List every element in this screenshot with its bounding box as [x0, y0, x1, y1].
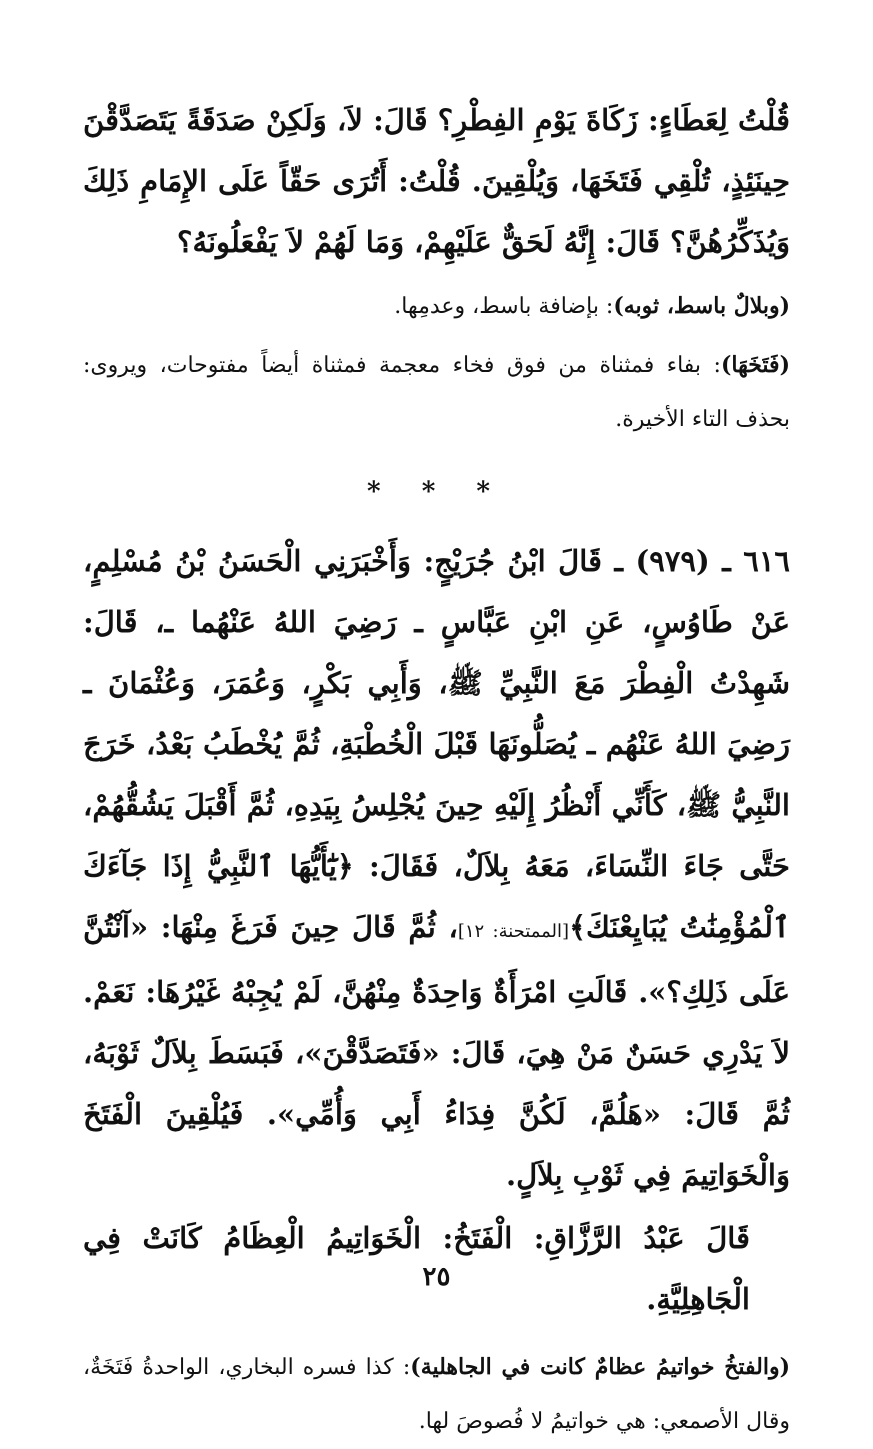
note-heading: (فَتَخَهَا)	[720, 352, 790, 378]
narrator-quote-text: قَالَ عَبْدُ الرَّزَّاقِ: الْفَتَخُ: الْخَوَاتِيمُ الْعِظَامُ كَانَتْ فِي الْجَاهِلِيَّةِ.	[83, 1221, 750, 1316]
commentary-note	[83, 338, 790, 447]
hadith-text-part1: ٦١٦ ـ (٩٧٩) ـ قَالَ ابْنُ جُرَيْجٍ: وَأَخْبَرَنِي الْحَسَنُ بْنُ مُسْلِمٍ، عَنْ طَاوُسٍ، عَنِ ابْنِ عَبَّاسٍ ـ رَضِيَ اللهُ عَنْهُما ـ، قَالَ: شَهِدْتُ الْفِطْرَ مَعَ النَّبِيِّ ﷺ، وَأَبِي بَكْرٍ، وَعُمَرَ، وَعُثْمَانَ ـ رَضِيَ اللهُ عَنْهُم ـ يُصَلُّونَهَا قَبْلَ الْخُطْبَةِ، ثُمَّ يُخْطَبُ بَعْدُ، خَرَجَ النَّبِيُّ ﷺ، كَأَنِّي أَنْظُرُ إِلَيْهِ حِينَ يُجْلِسُ بِيَدِهِ، ثُمَّ أَقْبَلَ يَشُقُّهُمْ، حَتَّى جَاءَ النِّسَاءَ، مَعَهُ بِلاَلٌ، فَقَالَ: ﴿يَٰٓأَيُّهَا ٱلنَّبِيُّ إِذَا جَآءَكَ ٱلْمُؤْمِنَٰتُ يُبَايِعْنَكَ﴾	[83, 544, 790, 944]
hadith-text	[83, 531, 790, 1206]
note-body: : كذا فسره البخاري، الواحدةُ فَتَخَةٌ، وقال الأصمعي: هي خواتيمُ لا فُصوصَ لها.	[83, 1355, 790, 1434]
note-body: : بإضافة باسط، وعدمِها.	[394, 294, 614, 319]
commentary-note	[83, 279, 790, 334]
note-body: : بفاء فمثناة من فوق فخاء معجمة فمثناة أيضاً مفتوحات، ويروى: بحذف التاء الأخيرة.	[83, 353, 790, 432]
verse-reference: [الممتحنة: ١٢]	[457, 921, 570, 942]
hadith-continuation-text: قُلْتُ لِعَطَاءٍ: زَكَاةَ يَوْمِ الفِطْرِ؟ قَالَ: لاَ، وَلَكِنْ صَدَقَةً يَتَصَدَّقْنَ حِينَئِذٍ، تُلْقِي فَتَخَهَا، وَيُلْقِينَ. قُلْتُ: أَتُرَى حَقّاً عَلَى الإِمَامِ ذَلِكَ وَيُذَكِّرُهُنَّ؟ قَالَ: إِنَّهُ لَحَقٌّ عَلَيْهِمْ، وَمَا لَهُمْ لاَ يَفْعَلُونَهُ؟	[83, 103, 790, 259]
hadith-text-part2: ، ثُمَّ قَالَ حِينَ فَرَغَ مِنْهَا: «آنْتُنَّ عَلَى ذَلِكِ؟». قَالَتِ امْرَأَةٌ وَاحِدَةٌ مِنْهُنَّ، لَمْ يُجِبْهُ غَيْرُهَا: نَعَمْ. لاَ يَدْرِي حَسَنٌ مَنْ هِيَ، قَالَ: «فَتَصَدَّقْنَ»، فَبَسَطَ بِلاَلٌ ثَوْبَهُ، ثُمَّ قَالَ: «هَلُمَّ، لَكُنَّ فِدَاءُ أَبِي وَأُمِّي». فَيُلْقِينَ الْفَتَخَ وَالْخَوَاتِيمَ فِي ثَوْبِ بِلاَلٍ.	[83, 910, 790, 1192]
note-heading: (والفتخُ خواتيمُ عظامٌ كانت في الجاهلية)	[410, 1354, 791, 1380]
note-heading: (وبلالٌ باسط، ثوبه)	[613, 293, 790, 319]
hadith-continuation	[83, 90, 790, 273]
section-separator: * * *	[367, 477, 506, 507]
page-number: ٢٥	[422, 1262, 451, 1292]
commentary-note	[83, 1340, 790, 1449]
